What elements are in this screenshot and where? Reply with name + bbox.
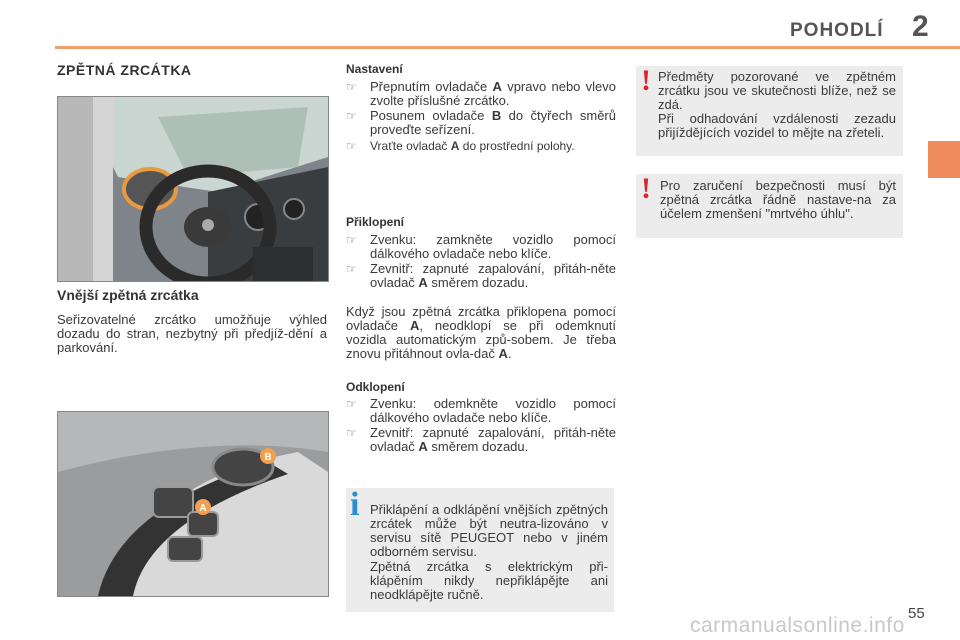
adjust-item-3: ☞ Vraťte ovladač A do prostřední polohy. (346, 139, 575, 153)
warning-1-text-1: Předměty pozorované ve zpětném zrcátku jsou ve skutečnosti blíže, než se zdá. (658, 69, 896, 112)
bullet-icon: ☞ (346, 262, 357, 276)
watermark: carmanualsonline.info (690, 614, 905, 637)
adjust-item-1: ☞ Přepnutím ovladače A vpravo nebo vlevo zvolte příslušné zrcátko. (346, 79, 617, 108)
warning-icon: ! (641, 172, 651, 205)
bullet-icon: ☞ (346, 426, 357, 440)
header-divider (55, 46, 960, 49)
fold-heading: Přiklopení (346, 215, 405, 229)
warning-2-text: Pro zaručení bezpečnosti musí být zpětná zrcátka řádně nastave-na za účelem zmenšení "mrtvého úhlu". (660, 178, 896, 221)
chapter-number: 2 (912, 10, 929, 43)
label-a: A (199, 503, 207, 514)
chapter-title: POHODLÍ (790, 20, 884, 41)
interior-illustration (58, 97, 328, 281)
page-number: 55 (908, 605, 925, 622)
bullet-icon: ☞ (346, 397, 357, 411)
info-icon: i (350, 486, 360, 523)
fold-paragraph: Když jsou zpětná zrcátka přiklopena pomocí ovladače A, neodklopí se při odemknutí vozidla automatickým způ-sobem. Je třeba znovu přitáhnout ovla-dač A. (346, 304, 616, 361)
unfold-item-1: ☞ Zvenku: odemkněte vozidlo pomocí dálkového ovladače nebo klíče. (346, 396, 616, 425)
bullet-icon: ☞ (346, 139, 357, 153)
adjust-item-2: ☞ Posunem ovladače B do čtyřech směrů proveďte seřízení. (346, 108, 616, 137)
section-title: ZPĚTNÁ ZRCÁTKA (57, 62, 192, 78)
bullet-icon: ☞ (346, 109, 357, 123)
door-controls-illustration (58, 412, 328, 596)
door-controls-photo (57, 411, 329, 597)
chapter-tab (928, 141, 960, 178)
fold-item-1: ☞ Zvenku: zamkněte vozidlo pomocí dálkového ovladače nebo klíče. (346, 232, 616, 261)
info-text-2: Zpětná zrcátka s elektrickým při-klápěním nikdy nepřiklápějte ani neodklápějte ručně. (370, 559, 608, 602)
unfold-item-2: ☞ Zevnitř: zapnuté zapalování, přitáh-něte ovladač A směrem dozadu. (346, 425, 616, 454)
unfold-heading: Odklopení (346, 380, 405, 394)
warning-1-text-2: Při odhadování vzdálenosti zezadu přijíždějících vozidel to mějte na zřeteli. (658, 111, 896, 140)
label-b: B (264, 452, 272, 463)
bullet-icon: ☞ (346, 233, 357, 247)
info-text-1: Přiklápění a odklápění vnějších zpětných zrcátek může být neutra-lizováno v servisu sítě PEUGEOT nebo v jiném odborném servisu. (370, 502, 608, 559)
interior-photo (57, 96, 329, 282)
adjust-heading: Nastavení (346, 62, 403, 76)
subsection-title: Vnější zpětná zrcátka (57, 287, 199, 303)
warning-icon: ! (641, 64, 651, 97)
bullet-icon: ☞ (346, 80, 357, 94)
fold-item-2: ☞ Zevnitř: zapnuté zapalování, přitáh-něte ovladač A směrem dozadu. (346, 261, 616, 290)
intro-text: Seřizovatelné zrcátko umožňuje výhled dozadu do stran, nezbytný při předjíž-dění a parkování. (57, 312, 327, 355)
